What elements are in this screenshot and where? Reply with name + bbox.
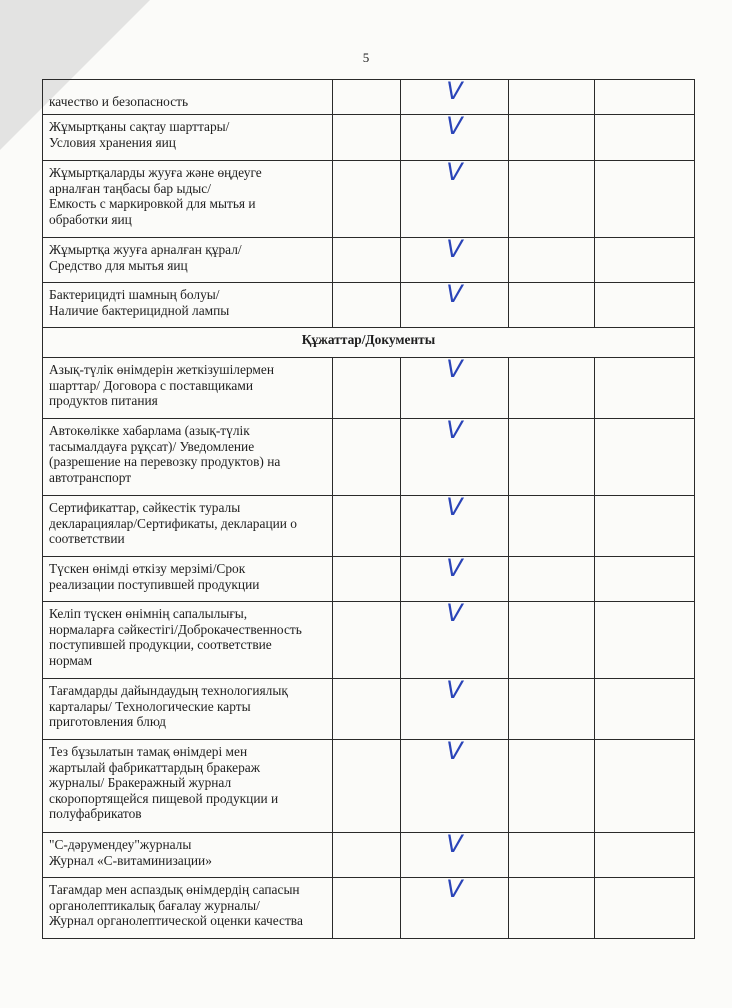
row-text: Жұмыртқаны сақтау шарттары/ Условия хранения яиц — [43, 115, 333, 161]
table-row — [43, 283, 695, 328]
check-mark: V — [446, 355, 463, 383]
section-row — [43, 328, 695, 358]
check-cell — [401, 77, 509, 115]
check-mark: V — [446, 554, 463, 582]
row-text: Түскен өнімді өткізу мерзімі/Срок реализации поступившей продукции — [43, 557, 333, 602]
row-text: Тағамдар мен аспаздық өнімдердің сапасын органолептикалық бағалау журналы/ Журнал органолептической оценки качества — [43, 878, 333, 939]
table-row — [43, 161, 695, 238]
page-number: 5 — [362, 50, 370, 65]
check-cell — [401, 830, 509, 878]
table-row — [43, 602, 695, 679]
row-text: Жұмыртқаларды жууға және өңдеуге арналған таңбасы бар ыдыс/ Емкость с маркировкой для мытья и обработки яиц — [43, 161, 333, 238]
row-text: Азық-түлік өнімдерін жеткізушілермен шарттар/ Договора с поставщиками продуктов питания — [43, 358, 333, 419]
check-mark: V — [446, 676, 463, 704]
table-row — [43, 557, 695, 602]
row-text: Тез бұзылатын тамақ өнімдері мен жартылай фабрикаттардың бракераж журналы/ Бракеражный журнал скоропортящейся пищевой продукции и полуфабрикатов — [43, 740, 333, 833]
check-cell — [401, 599, 509, 679]
check-cell — [401, 355, 509, 419]
row-text: Сертификаттар, сәйкестік туралы декларациялар/Сертификаты, декларации о соответствии — [43, 496, 333, 557]
table-row — [43, 80, 695, 115]
check-cell — [401, 676, 509, 740]
checklist-table — [42, 79, 695, 939]
table-row — [43, 238, 695, 283]
check-cell — [401, 416, 509, 496]
table-row — [43, 419, 695, 496]
check-cell — [401, 158, 509, 238]
check-mark: V — [446, 875, 463, 903]
table-row — [43, 878, 695, 939]
check-mark: V — [446, 599, 463, 627]
check-cell — [401, 554, 509, 602]
row-text: Автокөлікке хабарлама (азық-түлік тасымалдауға рұқсат)/ Уведомление (разрешение на перевозку продуктов) на автотранспорт — [43, 419, 333, 496]
check-cell — [401, 280, 509, 328]
row-text: Бактерицидті шамның болуы/ Наличие бактерицидной лампы — [43, 283, 333, 328]
table-row — [43, 679, 695, 740]
table-row — [43, 740, 695, 833]
row-text: "С-дәрумендеу"журналы Журнал «С-витаминизации» — [43, 833, 333, 878]
section-title: Құжаттар/Документы — [43, 328, 695, 358]
check-mark: V — [446, 830, 463, 858]
check-cell — [401, 235, 509, 283]
row-text: Тағамдарды дайындаудың технологиялық карталары/ Технологические карты приготовления блюд — [43, 679, 333, 740]
check-mark: V — [446, 158, 463, 186]
row-text: Келіп түскен өнімнің сапалылығы, нормаларға сәйкестігі/Доброкачественность поступившей продукции, соответствие нормам — [43, 602, 333, 679]
table-row — [43, 358, 695, 419]
check-mark: V — [446, 493, 463, 521]
check-mark: V — [446, 280, 463, 308]
check-mark: V — [446, 112, 463, 140]
check-mark: V — [446, 416, 463, 444]
check-cell — [401, 875, 509, 939]
table-row — [43, 496, 695, 557]
check-cell — [401, 737, 509, 833]
table-row — [43, 115, 695, 161]
check-mark: V — [446, 77, 463, 105]
check-mark: V — [446, 235, 463, 263]
check-cell — [401, 493, 509, 557]
row-text: качество и безопасность — [43, 80, 333, 115]
table-row — [43, 833, 695, 878]
check-mark: V — [446, 737, 463, 765]
check-cell — [401, 112, 509, 161]
row-text: Жұмыртқа жууға арналған құрал/ Средство для мытья яиц — [43, 238, 333, 283]
